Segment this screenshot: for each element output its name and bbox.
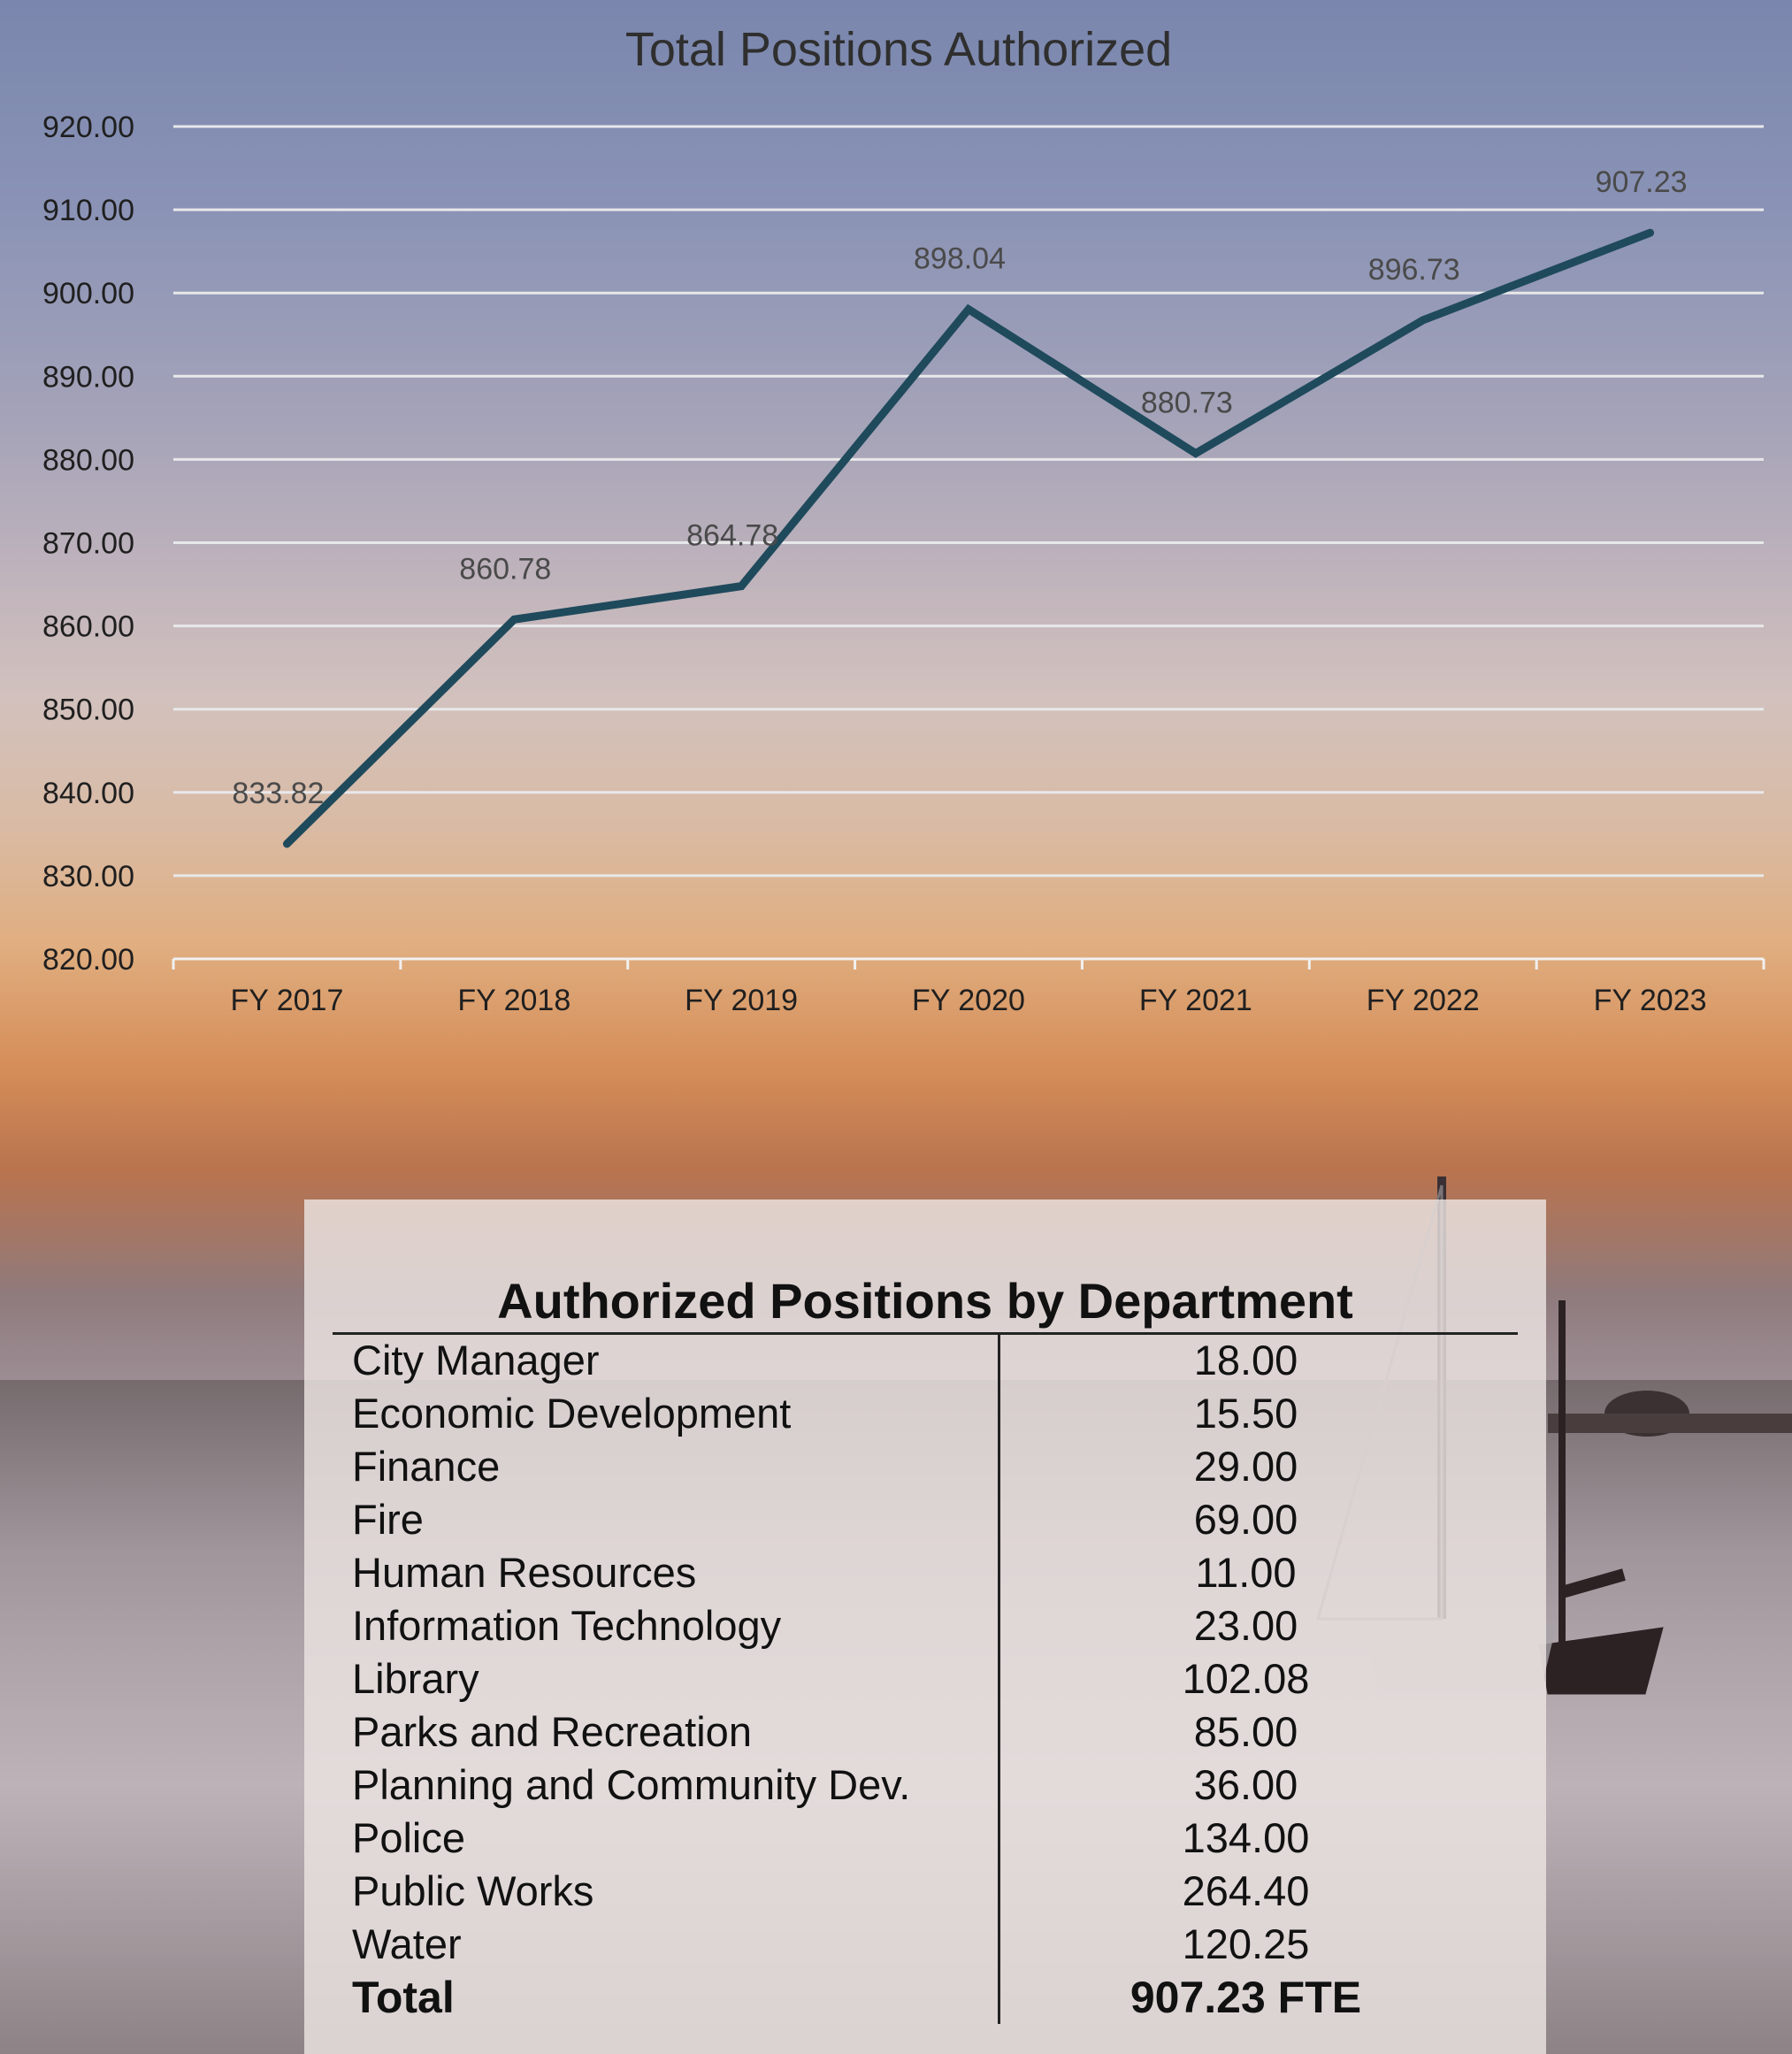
x-tick-label: FY 2021 xyxy=(1138,984,1252,1017)
department-name: Parks and Recreation xyxy=(333,1705,999,1759)
horizon-land xyxy=(1548,1414,1792,1433)
department-table-card xyxy=(304,1199,1546,2054)
table-row xyxy=(333,1493,1518,1546)
table-row xyxy=(333,1865,1518,1918)
department-positions: 120.25 xyxy=(1182,1920,1310,1967)
y-tick-label: 840.00 xyxy=(42,776,134,810)
y-tick-label: 880.00 xyxy=(42,443,134,478)
y-tick-label: 870.00 xyxy=(42,526,134,561)
department-name: Library xyxy=(333,1652,999,1705)
data-label: 898.04 xyxy=(914,241,1006,276)
department-positions: 264.40 xyxy=(1182,1867,1310,1914)
data-label: 860.78 xyxy=(459,552,552,586)
department-name: City Manager xyxy=(333,1334,999,1387)
y-tick-label: 890.00 xyxy=(42,360,134,395)
x-tick-label: FY 2018 xyxy=(457,984,571,1017)
department-positions: 11.00 xyxy=(1195,1549,1297,1596)
table-row xyxy=(333,1918,1518,1971)
department-positions: 23.00 xyxy=(1193,1602,1298,1649)
department-name: Planning and Community Dev. xyxy=(333,1759,999,1812)
data-point xyxy=(1421,318,1426,323)
department-name: Police xyxy=(333,1812,999,1865)
department-table xyxy=(333,1334,1518,2024)
table-row xyxy=(333,1812,1518,1865)
data-label: 896.73 xyxy=(1367,252,1460,287)
x-axis xyxy=(173,959,1764,1017)
data-point xyxy=(511,617,517,622)
data-point xyxy=(284,841,289,847)
table-row xyxy=(333,1334,1518,1387)
department-positions: 36.00 xyxy=(1193,1761,1298,1808)
table-row xyxy=(333,1440,1518,1493)
series-line xyxy=(287,233,1650,844)
department-name: Finance xyxy=(333,1440,999,1493)
table-row xyxy=(333,1387,1518,1440)
x-tick-label: FY 2022 xyxy=(1366,984,1480,1017)
x-tick-label: FY 2019 xyxy=(685,984,799,1017)
department-positions: 69.00 xyxy=(1193,1496,1298,1543)
x-tick-label: FY 2017 xyxy=(230,984,344,1017)
chart-title: Total Positions Authorized xyxy=(624,23,1173,76)
data-label: 880.73 xyxy=(1140,386,1233,420)
table-row xyxy=(333,1546,1518,1599)
y-tick-label: 850.00 xyxy=(42,693,134,727)
department-name: Economic Development xyxy=(333,1387,999,1440)
data-point xyxy=(1648,230,1653,235)
x-tick-label: FY 2020 xyxy=(912,984,1025,1017)
total-value: 907.23 FTE xyxy=(1130,1973,1362,2022)
department-positions: 85.00 xyxy=(1193,1708,1298,1755)
department-name: Information Technology xyxy=(333,1599,999,1652)
department-positions: 15.50 xyxy=(1193,1390,1298,1437)
department-positions: 29.00 xyxy=(1193,1443,1298,1490)
y-axis-tick-labels xyxy=(42,111,134,977)
y-tick-label: 830.00 xyxy=(42,859,134,893)
department-name: Human Resources xyxy=(333,1546,999,1599)
total-label: Total xyxy=(333,1971,999,2024)
data-point xyxy=(1193,451,1198,456)
department-name: Fire xyxy=(333,1493,999,1546)
table-row xyxy=(333,1599,1518,1652)
table-title: Authorized Positions by Department xyxy=(333,1270,1518,1335)
table-row xyxy=(333,1652,1518,1705)
table-row xyxy=(333,1705,1518,1759)
data-labels xyxy=(232,165,1687,810)
department-positions: 18.00 xyxy=(1193,1337,1298,1383)
y-tick-label: 910.00 xyxy=(42,194,134,228)
data-point xyxy=(739,584,744,589)
department-name: Public Works xyxy=(333,1865,999,1918)
data-label: 833.82 xyxy=(232,776,325,810)
table-row xyxy=(333,1759,1518,1812)
department-positions: 134.00 xyxy=(1182,1814,1310,1861)
data-label: 864.78 xyxy=(686,518,779,553)
y-tick-label: 860.00 xyxy=(42,609,134,644)
chart-gridlines xyxy=(173,126,1764,876)
series-total-positions xyxy=(284,230,1652,847)
table-total-row xyxy=(333,1971,1518,2024)
department-name: Water xyxy=(333,1918,999,1971)
x-tick-label: FY 2023 xyxy=(1593,984,1707,1017)
y-tick-label: 900.00 xyxy=(42,277,134,311)
department-positions: 102.08 xyxy=(1182,1655,1310,1702)
data-label: 907.23 xyxy=(1595,165,1688,200)
y-tick-label: 920.00 xyxy=(42,111,134,144)
y-tick-label: 820.00 xyxy=(42,943,134,977)
data-point xyxy=(966,307,971,312)
